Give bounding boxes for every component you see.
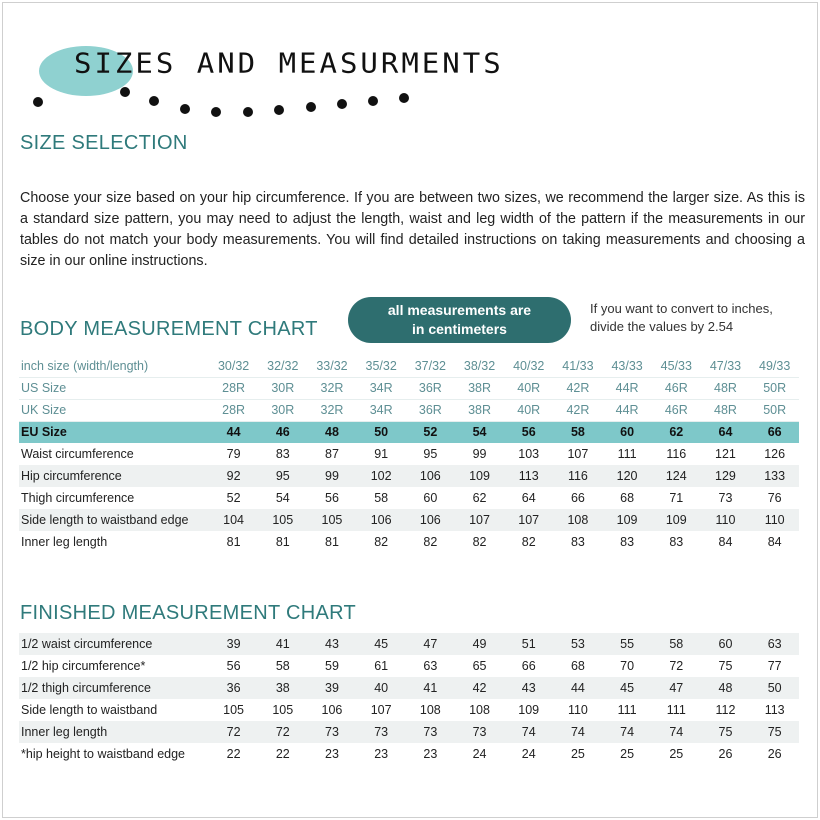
table-cell: 76 — [767, 491, 782, 505]
table-cell: 24 — [521, 747, 536, 761]
table-row — [19, 699, 799, 721]
table-cell: 82 — [423, 535, 438, 549]
table-cell: 45 — [357, 633, 406, 655]
row-label: 1/2 thigh circumference — [19, 677, 209, 699]
table-cell: 59 — [325, 659, 339, 673]
table-row — [19, 465, 799, 487]
table-cell: 124 — [652, 465, 701, 487]
row-label: Side length to waistband — [21, 703, 158, 717]
table-cell: 44 — [209, 421, 258, 443]
table-cell: 66 — [750, 421, 799, 443]
table-cell: 110 — [567, 703, 588, 717]
table-cell: 38R — [455, 377, 504, 399]
table-cell: 49 — [455, 633, 504, 655]
table-cell: 55 — [603, 633, 652, 655]
table-cell: 26 — [767, 747, 782, 761]
table-cell: 106 — [406, 509, 455, 531]
table-cell: 75 — [750, 721, 799, 743]
table-cell: 72 — [669, 659, 684, 673]
row-label: 1/2 hip circumference* — [21, 659, 146, 673]
table-cell: 95 — [258, 465, 307, 487]
table-cell: 38R — [455, 399, 504, 421]
table-cell: 41/33 — [553, 355, 602, 377]
table-cell: 62 — [472, 491, 487, 505]
table-cell: 109 — [652, 509, 701, 531]
table-row — [19, 655, 799, 677]
row-label: Waist circumference — [21, 447, 134, 461]
table-cell: 30/32 — [209, 355, 258, 377]
table-cell: 23 — [374, 747, 389, 761]
table-cell: 82 — [374, 535, 389, 549]
table-cell: 44 — [553, 677, 602, 699]
decorative-dot — [399, 93, 409, 103]
table-cell: 50 — [357, 421, 406, 443]
table-cell: 108 — [419, 703, 441, 717]
table-cell: 73 — [455, 721, 504, 743]
decorative-dot — [120, 87, 130, 97]
table-cell: 72 — [258, 721, 307, 743]
table-cell: 110 — [750, 509, 799, 531]
table-cell: 66 — [521, 659, 536, 673]
table-cell: 99 — [307, 465, 356, 487]
units-badge-line1: all measurements are — [387, 302, 532, 318]
table-cell: 99 — [472, 447, 487, 461]
table-cell: 34R — [357, 399, 406, 421]
table-cell: 36R — [406, 377, 455, 399]
table-cell: 68 — [570, 659, 585, 673]
row-label: Side length to waistband edge — [19, 509, 209, 531]
conversion-note: If you want to convert to inches, divide the values by 2.54 — [590, 301, 773, 334]
table-cell: 105 — [258, 509, 307, 531]
decorative-dot — [243, 107, 253, 117]
table-cell: 44R — [603, 377, 652, 399]
table-cell: 58 — [652, 633, 701, 655]
table-cell: 24 — [472, 747, 487, 761]
size-selection-title: SIZE SELECTION — [20, 132, 188, 154]
table-cell: 52 — [406, 421, 455, 443]
table-cell: 54 — [455, 421, 504, 443]
table-cell: 33/32 — [307, 355, 356, 377]
table-cell: 74 — [603, 721, 652, 743]
table-cell: 81 — [275, 535, 290, 549]
table-row — [19, 721, 799, 743]
header — [0, 0, 820, 130]
table-row — [19, 677, 799, 699]
row-label: 1/2 waist circumference — [19, 633, 209, 655]
body-measurement-table — [19, 355, 799, 553]
table-cell: 73 — [406, 721, 455, 743]
table-cell: 46R — [652, 377, 701, 399]
table-cell: 32R — [307, 377, 356, 399]
decorative-dot — [211, 107, 221, 117]
table-cell: 25 — [669, 747, 684, 761]
table-cell: 38/32 — [455, 355, 504, 377]
table-cell: 30R — [258, 399, 307, 421]
table-cell: 70 — [620, 659, 635, 673]
table-cell: 116 — [666, 447, 687, 461]
table-cell: 47 — [652, 677, 701, 699]
table-cell: 113 — [504, 465, 553, 487]
table-cell: 102 — [357, 465, 406, 487]
row-label: UK Size — [19, 399, 209, 421]
table-cell: 52 — [226, 491, 241, 505]
table-row — [19, 509, 799, 531]
table-cell: 82 — [521, 535, 536, 549]
table-cell: 60 — [603, 421, 652, 443]
table-cell: 109 — [455, 465, 504, 487]
table-cell: 105 — [307, 509, 356, 531]
table-cell: 35/32 — [357, 355, 406, 377]
table-cell: 25 — [570, 747, 585, 761]
table-cell: 111 — [617, 447, 637, 461]
decorative-dot — [306, 102, 316, 112]
table-cell: 40 — [357, 677, 406, 699]
table-cell: 40/32 — [504, 355, 553, 377]
table-cell: 49/33 — [750, 355, 799, 377]
table-cell: 121 — [715, 447, 736, 461]
decorative-dot — [33, 97, 43, 107]
table-cell: 105 — [223, 703, 245, 717]
table-cell: 91 — [374, 447, 389, 461]
row-label: inch size (width/length) — [19, 355, 209, 377]
size-selection-text: Choose your size based on your hip circumference. If you are between two sizes, we recommend the larger size. As this is a standard size pattern, you may need to adjust the length, waist and leg width of the pattern if the measurements in our tables do not match your body measurements. You will find detailed instructions on taking measurements and choosing a size in our online instructions. — [20, 190, 805, 269]
table-cell: 64 — [701, 421, 750, 443]
table-cell: 42R — [553, 377, 602, 399]
decorative-dot — [337, 99, 347, 109]
row-label: Inner leg length — [21, 535, 108, 549]
table-cell: 73 — [718, 491, 733, 505]
table-cell: 95 — [423, 447, 438, 461]
table-cell: 58 — [275, 659, 290, 673]
table-cell: 108 — [469, 703, 490, 717]
table-row — [19, 633, 799, 655]
table-cell: 116 — [553, 465, 602, 487]
table-row — [19, 355, 799, 377]
decorative-dot — [149, 96, 159, 106]
table-row — [19, 421, 799, 443]
row-label: *hip height to waistband edge — [21, 747, 186, 761]
table-cell: 30R — [258, 377, 307, 399]
table-cell: 50R — [750, 399, 799, 421]
table-cell: 46R — [652, 399, 701, 421]
table-row — [19, 531, 799, 553]
table-cell: 106 — [406, 465, 455, 487]
table-cell: 83 — [570, 535, 585, 549]
table-cell: 28R — [209, 399, 258, 421]
table-cell: 68 — [620, 491, 635, 505]
table-cell: 74 — [553, 721, 602, 743]
row-label: EU Size — [19, 421, 209, 443]
table-cell: 23 — [423, 747, 438, 761]
table-cell: 54 — [275, 491, 290, 505]
finished-measurement-rows — [19, 633, 799, 765]
table-cell: 75 — [701, 721, 750, 743]
table-cell: 40R — [504, 399, 553, 421]
table-cell: 106 — [357, 509, 406, 531]
table-cell: 47/33 — [701, 355, 750, 377]
table-cell: 28R — [209, 377, 258, 399]
table-cell: 60 — [701, 633, 750, 655]
table-cell: 47 — [406, 633, 455, 655]
table-cell: 39 — [307, 677, 356, 699]
table-cell: 22 — [226, 747, 241, 761]
table-row — [19, 399, 799, 421]
table-cell: 110 — [701, 509, 750, 531]
table-cell: 36 — [209, 677, 258, 699]
table-cell: 45 — [603, 677, 652, 699]
table-cell: 74 — [504, 721, 553, 743]
table-cell: 113 — [764, 703, 785, 717]
table-cell: 83 — [275, 447, 290, 461]
finished-chart-title: FINISHED MEASUREMENT CHART — [20, 602, 356, 624]
table-cell: 58 — [553, 421, 602, 443]
table-cell: 38 — [258, 677, 307, 699]
table-cell: 63 — [423, 659, 438, 673]
table-cell: 48R — [701, 399, 750, 421]
table-cell: 66 — [570, 491, 585, 505]
row-label: Thigh circumference — [21, 491, 135, 505]
table-cell: 32/32 — [258, 355, 307, 377]
table-cell: 104 — [209, 509, 258, 531]
table-cell: 83 — [669, 535, 684, 549]
table-cell: 63 — [750, 633, 799, 655]
table-cell: 48R — [701, 377, 750, 399]
table-cell: 41 — [406, 677, 455, 699]
table-cell: 82 — [472, 535, 487, 549]
table-cell: 103 — [518, 447, 540, 461]
table-cell: 83 — [620, 535, 635, 549]
table-cell: 109 — [518, 703, 540, 717]
table-cell: 36R — [406, 399, 455, 421]
units-badge-line2: in centimeters — [412, 321, 507, 337]
table-cell: 129 — [701, 465, 750, 487]
table-cell: 45/33 — [652, 355, 701, 377]
finished-measurement-table — [19, 633, 799, 765]
table-cell: 112 — [715, 703, 736, 717]
table-cell: 60 — [423, 491, 438, 505]
decorative-dot — [180, 104, 190, 114]
table-cell: 71 — [669, 491, 684, 505]
table-cell: 111 — [617, 703, 637, 717]
table-cell: 58 — [374, 491, 389, 505]
table-cell: 120 — [603, 465, 652, 487]
table-cell: 46 — [258, 421, 307, 443]
table-cell: 40R — [504, 377, 553, 399]
table-cell: 107 — [567, 447, 589, 461]
row-label: Hip circumference — [19, 465, 209, 487]
table-cell: 34R — [357, 377, 406, 399]
table-cell: 43/33 — [603, 355, 652, 377]
table-cell: 44R — [603, 399, 652, 421]
table-cell: 126 — [764, 447, 786, 461]
table-cell: 72 — [209, 721, 258, 743]
table-cell: 25 — [620, 747, 635, 761]
table-cell: 43 — [307, 633, 356, 655]
table-cell: 73 — [307, 721, 356, 743]
table-cell: 84 — [767, 535, 782, 549]
table-cell: 48 — [307, 421, 356, 443]
row-label: Inner leg length — [19, 721, 209, 743]
table-cell: 53 — [553, 633, 602, 655]
table-cell: 77 — [767, 659, 782, 673]
table-cell: 108 — [553, 509, 602, 531]
table-cell: 48 — [701, 677, 750, 699]
table-cell: 23 — [325, 747, 339, 761]
body-chart-title: BODY MEASUREMENT CHART — [20, 318, 318, 340]
table-cell: 65 — [472, 659, 487, 673]
table-cell: 92 — [209, 465, 258, 487]
table-row — [19, 487, 799, 509]
table-cell: 51 — [504, 633, 553, 655]
table-cell: 81 — [325, 535, 339, 549]
table-cell: 43 — [504, 677, 553, 699]
table-cell: 107 — [455, 509, 504, 531]
table-cell: 84 — [718, 535, 733, 549]
table-cell: 81 — [226, 535, 241, 549]
table-cell: 56 — [504, 421, 553, 443]
table-cell: 79 — [226, 447, 241, 461]
table-cell: 109 — [603, 509, 652, 531]
table-cell: 42R — [553, 399, 602, 421]
table-cell: 37/32 — [406, 355, 455, 377]
table-cell: 75 — [718, 659, 733, 673]
units-badge — [348, 297, 571, 343]
table-row — [19, 377, 799, 399]
row-label: US Size — [19, 377, 209, 399]
table-cell: 107 — [370, 703, 392, 717]
table-cell: 87 — [325, 447, 339, 461]
main-title: SIZES AND MEASURMENTS — [74, 46, 504, 80]
table-cell: 39 — [209, 633, 258, 655]
table-cell: 62 — [652, 421, 701, 443]
table-cell: 32R — [307, 399, 356, 421]
table-cell: 74 — [652, 721, 701, 743]
table-cell: 105 — [272, 703, 294, 717]
table-cell: 50 — [750, 677, 799, 699]
table-row — [19, 443, 799, 465]
table-cell: 41 — [258, 633, 307, 655]
decorative-dot — [274, 105, 284, 115]
body-measurement-rows — [19, 355, 799, 553]
table-cell: 56 — [325, 491, 339, 505]
table-cell: 106 — [321, 703, 343, 717]
table-cell: 107 — [504, 509, 553, 531]
table-cell: 61 — [374, 659, 389, 673]
table-cell: 133 — [750, 465, 799, 487]
table-cell: 111 — [666, 703, 686, 717]
table-cell: 56 — [226, 659, 241, 673]
table-row — [19, 743, 799, 765]
table-cell: 73 — [357, 721, 406, 743]
table-cell: 22 — [275, 747, 290, 761]
table-cell: 50R — [750, 377, 799, 399]
decorative-dot — [368, 96, 378, 106]
table-cell: 64 — [521, 491, 536, 505]
table-cell: 26 — [718, 747, 733, 761]
table-cell: 42 — [455, 677, 504, 699]
